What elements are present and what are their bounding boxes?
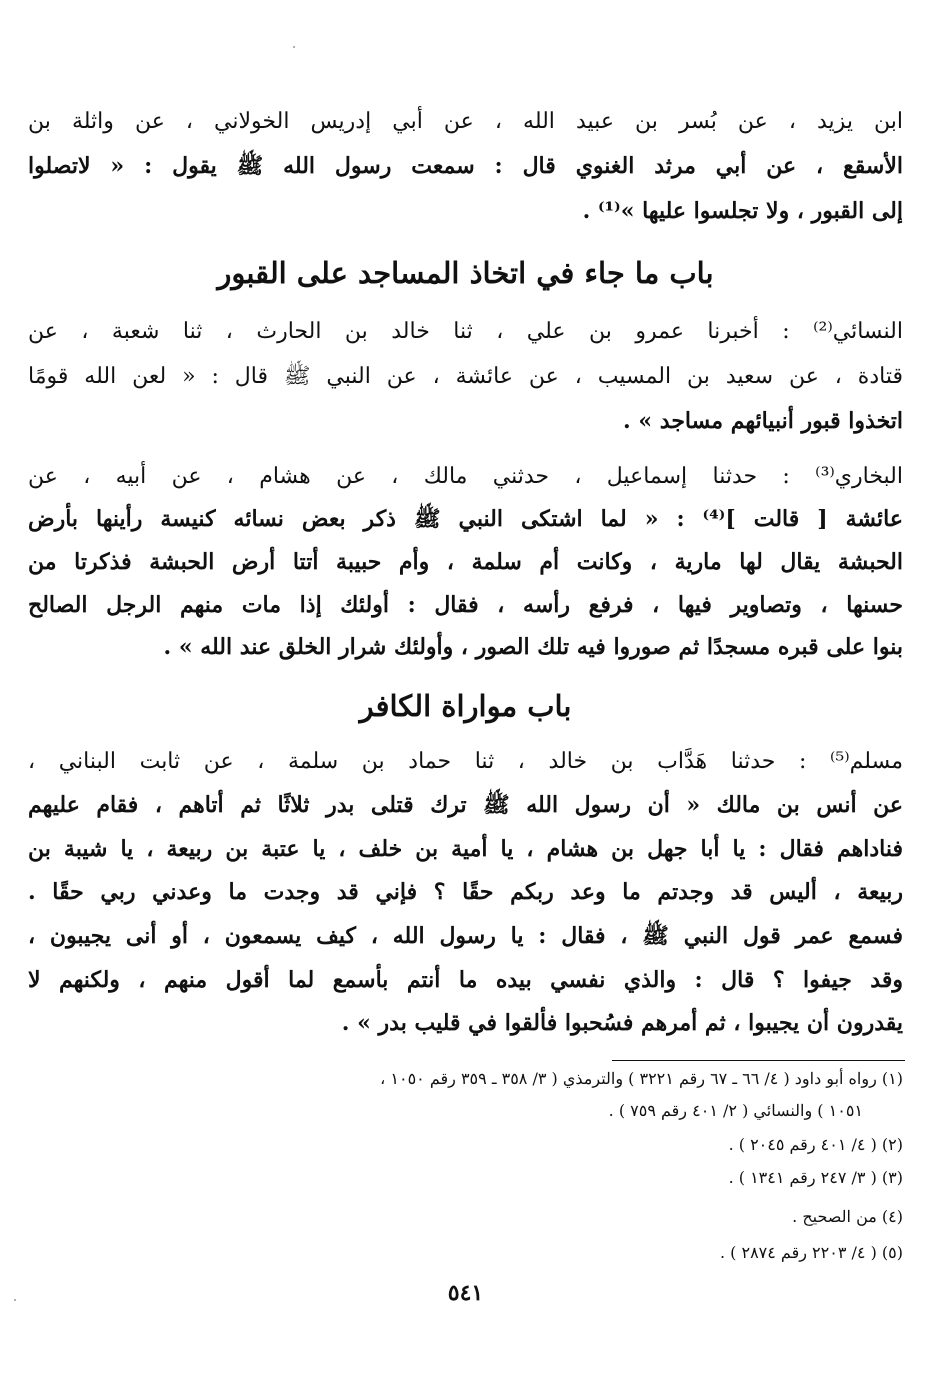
chapter-heading: باب ما جاء في اتخاذ المساجد على القبور: [217, 256, 714, 290]
chapter-heading: باب مواراة الكافر: [359, 689, 572, 723]
body-line: مسلم⁽⁵⁾ : حدثنا هَدَّاب بن خالد ، ثنا حماد بن سلمة ، عن ثابت البناني ،: [28, 749, 903, 774]
body-line: بنوا على قبره مسجدًا ثم صوروا فيه تلك الصور ، وأولئك شرار الخلق عند الله » .: [163, 634, 903, 660]
body-line: اتخذوا قبور أنبيائهم مساجد » .: [623, 408, 903, 434]
footnote: (١) رواه أبو داود ( ٤/ ٦٦ ـ ٦٧ رقم ٣٢٢١ ) والترمذي ( ٣/ ٣٥٨ ـ ٣٥٩ رقم ١٠٥٠ ،: [380, 1069, 903, 1088]
body-line: الأسقع ، عن أبي مرثد الغنوي قال : سمعت رسول الله ﷺ يقول : « لاتصلوا: [28, 153, 903, 179]
body-line: حسنها ، وتصاوير فيها ، فرفع رأسه ، فقال : أولئك إذا مات منهم الرجل الصالح: [28, 592, 903, 618]
body-line: فناداهم فقال : يا أبا جهل بن هشام ، يا أمية بن خلف ، يا عتبة بن ربيعة ، يا شيبة بن: [28, 836, 903, 862]
body-line: النسائي⁽²⁾ : أخبرنا عمرو بن علي ، ثنا خالد بن الحارث ، ثنا شعبة ، عن: [28, 319, 903, 344]
body-line: وقد جيفوا ؟ قال : والذي نفسي بيده ما أنتم بأسمع لما أقول منهم ، ولكنهم لا: [28, 967, 903, 993]
footnote: ١٠٥١ ) والنسائي ( ٢/ ٤٠١ رقم ٧٥٩ ) .: [608, 1101, 863, 1120]
body-line: قتادة ، عن سعيد بن المسيب ، عن عائشة ، عن النبي ﷺ قال : « لعن الله قومًا: [28, 364, 903, 389]
scan-speck: [293, 46, 295, 48]
page-number: ٥٤١: [447, 1280, 484, 1306]
body-line: البخاري⁽³⁾ : حدثنا إسماعيل ، حدثني مالك ، عن هشام ، عن أبيه ، عن: [28, 464, 903, 489]
footnote: (٢) ( ٤/ ٤٠١ رقم ٢٠٤٥ ) .: [728, 1135, 903, 1154]
body-line: عائشة [ قالت ]⁽⁴⁾ : « لما اشتكى النبي ﷺ ذكر بعض نسائه كنيسة رأينها بأرض: [28, 506, 903, 532]
body-line: إلى القبور ، ولا تجلسوا عليها »⁽¹⁾ .: [582, 198, 903, 224]
footnote: (٤) من الصحيح .: [792, 1207, 903, 1226]
body-line: فسمع عمر قول النبي ﷺ ، فقال : يا رسول الله ، كيف يسمعون ، أو أنى يجيبون ،: [28, 923, 903, 949]
footnote: (٣) ( ٣/ ٢٤٧ رقم ١٣٤١ ) .: [728, 1168, 903, 1187]
body-line: عن أنس بن مالك « أن رسول الله ﷺ ترك قتلى بدر ثلاثًا ثم أتاهم ، فقام عليهم: [28, 792, 903, 818]
footnote-separator: [612, 1060, 905, 1061]
footnote: (٥) ( ٤/ ٢٢٠٣ رقم ٢٨٧٤ ) .: [719, 1243, 903, 1262]
body-line: ابن يزيد ، عن بُسر بن عبيد الله ، عن أبي إدريس الخولاني ، عن واثلة بن: [28, 109, 903, 134]
body-line: ربيعة ، أليس قد وجدتم ما وعد ربكم حقًا ؟ فإني قد وجدت ما وعدني ربي حقًا .: [28, 879, 903, 905]
body-line: الحبشة يقال لها مارية ، وكانت أم سلمة ، وأم حبيبة أتتا أرض الحبشة فذكرتا من: [28, 549, 903, 575]
body-line: يقدرون أن يجيبوا ، ثم أمرهم فسُحبوا فألقوا في قليب بدر » .: [341, 1010, 903, 1036]
